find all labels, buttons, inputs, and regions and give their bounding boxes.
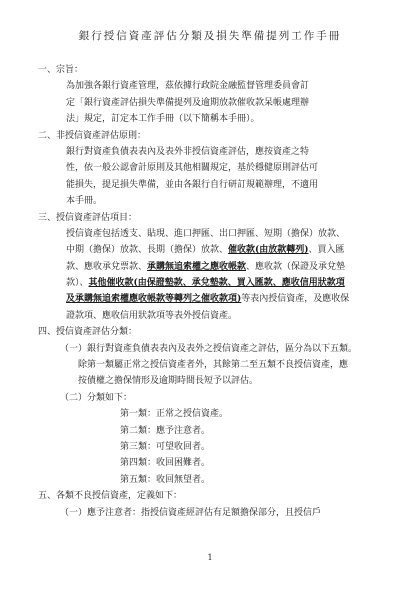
document-body — [0, 62, 420, 521]
section-3-line — [0, 291, 420, 307]
page-number: 1 — [207, 553, 213, 562]
section-3-text: 中期（擔保）放款、長期（擔保）放款、 — [66, 245, 229, 256]
section-3-heading: 三、授信資產評估項目： — [38, 212, 138, 223]
section-3-emphasis: 承購無追索權之應收帳款 — [147, 261, 247, 272]
section-3-text: 款）、 — [66, 278, 89, 289]
section-4-heading: 四、授信資產評估分類： — [38, 327, 138, 338]
category-item: 第四類：收回困難者。 — [120, 458, 211, 469]
section-2-line: 本手冊。 — [66, 196, 103, 207]
section-5-line: （一）應予注意者：指授信資產經評估有足額擔保部分，且授信戶 — [60, 507, 322, 518]
document-title: 銀行授信資產評估分類及損失準備提列工作手冊 — [78, 30, 342, 42]
section-2-line: 性，依一般公認會計原則及其他相關規定，基於穩健原則評估可 — [66, 163, 319, 174]
category-item: 第五類：收回無望者。 — [120, 474, 211, 485]
section-1-line: 定「銀行資產評估損失準備提列及逾期放款催收款呆帳處理辦 — [66, 97, 310, 108]
section-2-line: 能損失，提足損失準備，並由各銀行自行研訂規範辦理，不適用 — [66, 179, 319, 190]
section-3-text: 款、應收承兌票款、 — [66, 261, 148, 272]
section-3-line: 授信資產包括透支、貼現、進口押匯、出口押匯、短期（擔保）放款、 — [66, 228, 346, 239]
section-3-line: 證款項、應收信用狀款項等表外授信資產。 — [66, 310, 238, 321]
section-2-heading: 二、非授信資產評估原則： — [38, 130, 147, 141]
section-2-line: 銀行對資產負債表表內及表外非授信資產評估，應按資產之特 — [66, 146, 310, 157]
category-item: 第二類：應予注意者。 — [120, 425, 211, 436]
section-3-text: 、買入匯 — [308, 245, 345, 256]
category-item: 第一類：正常之授信資產。 — [120, 409, 229, 420]
section-1-line: 為加強各銀行資產管理，茲依據行政院金融監督管理委員會訂 — [66, 81, 310, 92]
section-4-sub1-line: 除第一類屬正常之授信資產者外，其餘第二至五類不良授信資產，應 — [78, 360, 349, 371]
section-3-line — [0, 275, 420, 291]
section-1-line: 法」規定，訂定本工作手冊（以下簡稱本手冊）。 — [66, 114, 260, 125]
section-1-heading: 一、宗旨： — [38, 65, 84, 75]
section-3-text: 等表內授信資產，及應收保 — [241, 294, 350, 305]
section-5-heading: 五、各類不良授信資產，定義如下： — [38, 491, 183, 502]
section-4-sub1-line: 按債權之擔保情形及逾期時間長短予以評估。 — [78, 376, 259, 387]
section-3-emphasis: 其他催收款(由保證墊款、承兌墊款、買入匯款、應收信用狀款項 — [88, 278, 345, 289]
section-3-text: 、應收款（保證及承兌墊 — [246, 261, 346, 272]
section-3-emphasis: 催收款(由放款轉列) — [228, 245, 309, 256]
section-3-line — [0, 242, 420, 258]
section-4-sub2-heading: （二）分類如下： — [60, 392, 133, 403]
section-3-emphasis: 及承購無追索權應收帳款等轉列之催收款項) — [66, 294, 242, 305]
category-item: 第三類：可望收回者。 — [120, 441, 211, 452]
section-4-sub1-line: （一）銀行對資產負債表表內及表外之授信資產之評估，區分為以下五類。 — [60, 343, 358, 354]
section-3-line — [0, 259, 420, 275]
